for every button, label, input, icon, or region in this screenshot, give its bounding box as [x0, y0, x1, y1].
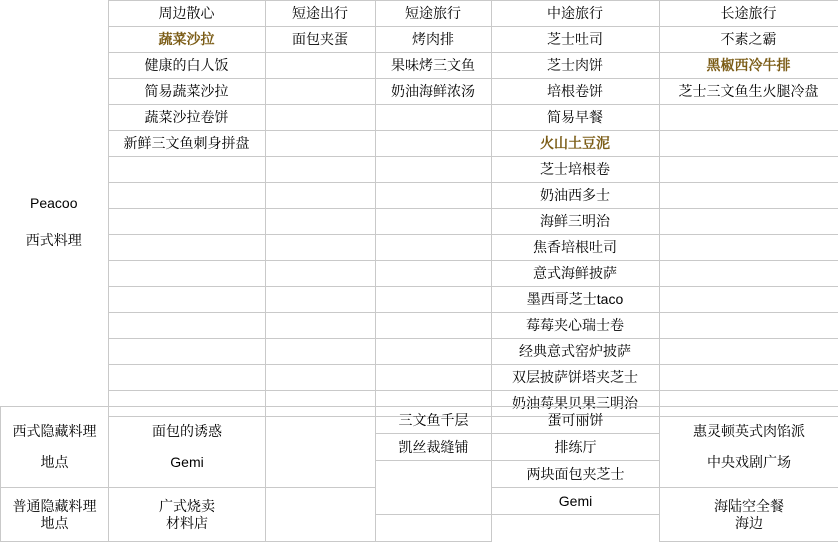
- empty-cell: [659, 287, 838, 313]
- table-row: [0, 339, 838, 365]
- empty-cell: [108, 313, 265, 339]
- empty-cell: [108, 183, 265, 209]
- hidden-location-bread: [109, 407, 266, 488]
- hidden-row-label-western: [1, 407, 109, 488]
- empty-cell: [375, 183, 491, 209]
- empty-cell: [265, 365, 375, 391]
- hidden-location-name: 中央戏剧广场: [707, 454, 791, 470]
- dish-cell: 奶油海鲜浓汤: [375, 79, 491, 105]
- hidden-location-name: 材料店: [166, 514, 208, 531]
- table-row: [1, 407, 838, 434]
- empty-cell: [108, 235, 265, 261]
- dish-cell: 意式海鲜披萨: [491, 261, 659, 287]
- empty-cell: [375, 287, 491, 313]
- empty-cell: [375, 235, 491, 261]
- empty-cell: [375, 105, 491, 131]
- hidden-dish-name: 海陆空全餐: [714, 497, 784, 514]
- empty-cell: [659, 261, 838, 287]
- dish-cell: 简易早餐: [491, 105, 659, 131]
- dish-cell: 奶油西多士: [491, 183, 659, 209]
- empty-cell: [265, 313, 375, 339]
- hidden-dish-cell: Gemi: [492, 488, 660, 515]
- header-zhoubian: 周边散心: [108, 1, 265, 27]
- header-corner-cell: [0, 1, 108, 27]
- empty-cell: [265, 339, 375, 365]
- dish-cell: 经典意式窑炉披萨: [491, 339, 659, 365]
- empty-cell: [265, 235, 375, 261]
- hidden-label-line1: 普通隐藏料理: [12, 497, 97, 514]
- empty-cell: [265, 287, 375, 313]
- hidden-dish-name: 惠灵顿英式肉馅派: [693, 423, 805, 440]
- empty-cell: [108, 261, 265, 287]
- empty-cell: [659, 157, 838, 183]
- empty-cell: [375, 365, 491, 391]
- dish-cell: 黑椒西冷牛排: [659, 53, 838, 79]
- empty-cell: [375, 339, 491, 365]
- empty-cell: [659, 105, 838, 131]
- table-row: [0, 27, 838, 53]
- header-duantu-chuxing: 短途出行: [265, 1, 375, 27]
- empty-cell: [265, 131, 375, 157]
- hidden-location-sealandair: [660, 488, 838, 542]
- table-row: [0, 235, 838, 261]
- hidden-location-wellington: [660, 407, 838, 488]
- dish-cell: 海鲜三明治: [491, 209, 659, 235]
- hidden-label-line1: 西式隐藏料理: [12, 423, 97, 440]
- row-label-line2: 西式料理: [25, 231, 82, 248]
- table-row: [0, 183, 838, 209]
- table-row: [0, 79, 838, 105]
- hidden-dish-cell: 蛋可丽饼: [492, 407, 660, 434]
- row-label-peacoo: [0, 27, 108, 417]
- table-row: [0, 261, 838, 287]
- empty-cell: [266, 488, 376, 542]
- dish-cell: 墨西哥芝士taco: [491, 287, 659, 313]
- empty-cell: [659, 339, 838, 365]
- empty-cell: [265, 183, 375, 209]
- dish-cell: 果味烤三文鱼: [375, 53, 491, 79]
- empty-cell: [659, 235, 838, 261]
- hidden-label-line2: 地点: [40, 454, 69, 470]
- dish-cell: 简易蔬菜沙拉: [108, 79, 265, 105]
- dish-cell: 奶油莓果贝果三明治: [491, 391, 659, 417]
- empty-cell: [659, 131, 838, 157]
- dish-cell: 芝士吐司: [491, 27, 659, 53]
- empty-cell: [108, 339, 265, 365]
- empty-cell: [376, 461, 492, 515]
- table-row: [0, 313, 838, 339]
- empty-cell: [659, 313, 838, 339]
- empty-cell: [265, 209, 375, 235]
- empty-cell: [375, 209, 491, 235]
- hidden-location-name: Gemi: [170, 454, 204, 470]
- dish-cell: 莓莓夹心瑞士卷: [491, 313, 659, 339]
- table-row: [0, 209, 838, 235]
- dish-cell: 面包夹蛋: [265, 27, 375, 53]
- empty-cell: [265, 79, 375, 105]
- empty-cell: [375, 261, 491, 287]
- table-row: [0, 157, 838, 183]
- empty-cell: [265, 157, 375, 183]
- dish-cell: 新鲜三文鱼刺身拼盘: [108, 131, 265, 157]
- table-row: [0, 105, 838, 131]
- hidden-recipe-table: [0, 406, 838, 542]
- dish-cell: 双层披萨饼塔夹芝士: [491, 365, 659, 391]
- hidden-dish-cell: 两块面包夹芝士: [492, 461, 660, 488]
- hidden-location-dimsum: [109, 488, 266, 542]
- empty-cell: [108, 287, 265, 313]
- empty-cell: [108, 157, 265, 183]
- dish-cell: 芝士肉饼: [491, 53, 659, 79]
- empty-cell: [659, 365, 838, 391]
- dish-cell: 健康的白人饭: [108, 53, 265, 79]
- empty-cell: [265, 105, 375, 131]
- empty-cell: [108, 365, 265, 391]
- dish-cell: 蔬菜沙拉卷饼: [108, 105, 265, 131]
- dish-cell: 蔬菜沙拉: [108, 27, 265, 53]
- dish-cell: 培根卷饼: [491, 79, 659, 105]
- hidden-dish-cell: 三文鱼千层: [376, 407, 492, 434]
- dish-cell: 芝士三文鱼生火腿冷盘: [659, 79, 838, 105]
- empty-cell: [108, 209, 265, 235]
- header-zhongtu: 中途旅行: [491, 1, 659, 27]
- hidden-dish-cell: 排练厅: [492, 434, 660, 461]
- hidden-dish-cell: 凯丝裁缝铺: [376, 434, 492, 461]
- empty-cell: [376, 515, 492, 542]
- empty-cell: [659, 183, 838, 209]
- table-header-row: [0, 1, 838, 27]
- empty-cell: [375, 313, 491, 339]
- header-duantu-lvxing: 短途旅行: [375, 1, 491, 27]
- hidden-row-label-normal: [1, 488, 109, 542]
- empty-cell: [265, 261, 375, 287]
- empty-cell: [375, 131, 491, 157]
- table-row: [0, 365, 838, 391]
- hidden-label-line2: 地点: [40, 514, 69, 531]
- hidden-dish-name: 广式烧卖: [159, 497, 215, 514]
- hidden-location-name: 海边: [735, 514, 763, 531]
- dish-cell: 焦香培根吐司: [491, 235, 659, 261]
- dish-cell: 芝士培根卷: [491, 157, 659, 183]
- empty-cell: [659, 209, 838, 235]
- row-label-line1: Peacoo: [30, 195, 78, 212]
- table-row: [0, 131, 838, 157]
- empty-cell: [265, 53, 375, 79]
- hidden-dish-name: 面包的诱惑: [152, 423, 222, 440]
- dish-cell: 烤肉排: [375, 27, 491, 53]
- empty-cell: [266, 407, 376, 488]
- table-row: [0, 287, 838, 313]
- empty-cell: [375, 157, 491, 183]
- dish-cell: 不素之霸: [659, 27, 838, 53]
- dish-cell: 火山土豆泥: [491, 131, 659, 157]
- table-row: [0, 53, 838, 79]
- header-changtu: 长途旅行: [659, 1, 838, 27]
